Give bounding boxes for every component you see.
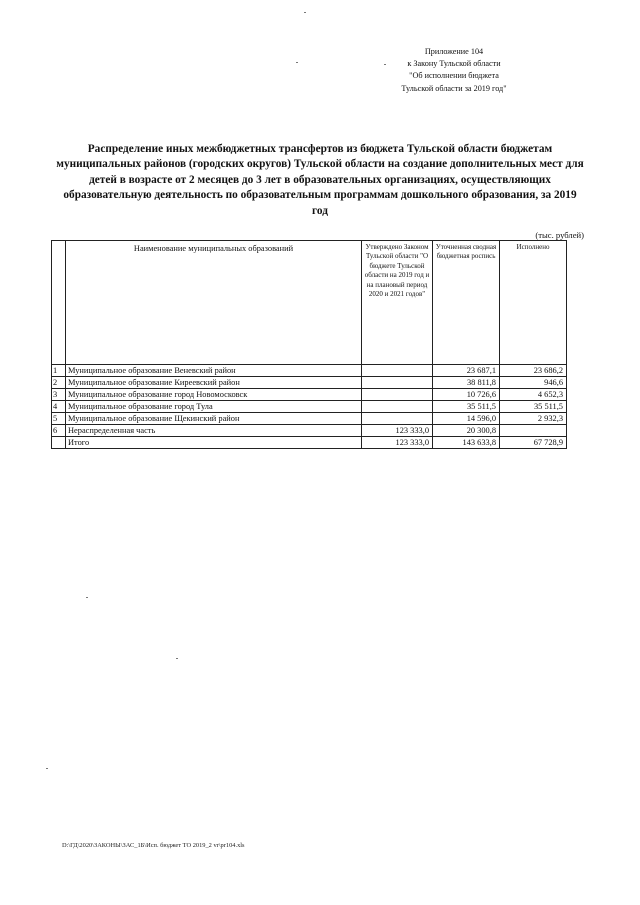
table-row [52,425,567,437]
row-refined: 20 300,8 [433,425,500,437]
row-refined: 23 687,1 [433,365,500,377]
scan-speck [86,597,88,598]
row-approved [362,389,433,401]
header-name: Наименование муниципальных образований [66,241,362,365]
row-approved: 123 333,0 [362,425,433,437]
row-refined: 38 811,8 [433,377,500,389]
row-approved [362,377,433,389]
row-executed: 946,6 [500,377,567,389]
row-approved [362,365,433,377]
row-executed: 23 686,2 [500,365,567,377]
appendix-line-3: "Об исполнении бюджета [409,71,499,81]
scan-speck [304,12,306,13]
table-header-row [52,241,567,365]
row-index: 5 [52,413,66,425]
row-name: Муниципальное образование Щекинский район [66,413,362,425]
row-executed: 4 652,3 [500,389,567,401]
header-approved: Утверждено Законом Тульской области "О бюджете Тульской области на 2019 год и на плановый период 2020 и 2021 годов" [362,241,433,365]
row-name: Муниципальное образование город Новомосковск [66,389,362,401]
file-path: D:\ГД\2020\ЗАКОНЫ\ЗАС_1Б\Исп. бюджет ТО 2019_2 vr\pr104.xls [62,842,245,849]
table-row [52,413,567,425]
row-refined: 10 726,6 [433,389,500,401]
appendix-line-2: к Закону Тульской области [407,59,501,69]
row-executed: 35 511,5 [500,401,567,413]
scan-speck [176,658,178,659]
table-row [52,365,567,377]
header-refined: Уточненная сводная бюджетная роспись [433,241,500,365]
row-index: 3 [52,389,66,401]
row-refined: 14 596,0 [433,413,500,425]
appendix-line-4: Тульской области за 2019 год" [401,83,507,93]
header-index [52,241,66,365]
row-executed: 2 932,3 [500,413,567,425]
scan-speck [46,768,48,769]
table-row [52,401,567,413]
row-name: Нераспределенная часть [66,425,362,437]
row-refined: 35 511,5 [433,401,500,413]
units-label: (тыс. рублей) [535,230,584,240]
row-index: 2 [52,377,66,389]
table-total-row [52,437,567,449]
total-executed: 67 728,9 [500,437,567,449]
table-row [52,377,567,389]
total-name: Итого [66,437,362,449]
header-executed: Исполнено [500,241,567,365]
scan-speck [296,62,298,63]
appendix-line-1: Приложение 104 [424,47,484,56]
row-name: Муниципальное образование Киреевский район [66,377,362,389]
row-approved [362,401,433,413]
transfers-table [51,240,567,449]
appendix-note [374,46,534,95]
scan-speck [384,64,386,65]
document-title: Распределение иных межбюджетных трансфертов из бюджета Тульской области бюджетам муниципальных районов (городских округов) Тульской области на создание дополнительных мест для детей в возрасте от 2 месяцев до 3 лет в образовательных организациях, осуществляющих образовательную деятельность по образовательным программам дошкольного образования, за 2019 год [56,143,584,217]
row-index: 4 [52,401,66,413]
total-index [52,437,66,449]
row-index: 1 [52,365,66,377]
total-refined: 143 633,8 [433,437,500,449]
table-row [52,389,567,401]
row-name: Муниципальное образование Веневский район [66,365,362,377]
row-executed [500,425,567,437]
row-approved [362,413,433,425]
row-name: Муниципальное образование город Тула [66,401,362,413]
row-index: 6 [52,425,66,437]
total-approved: 123 333,0 [362,437,433,449]
